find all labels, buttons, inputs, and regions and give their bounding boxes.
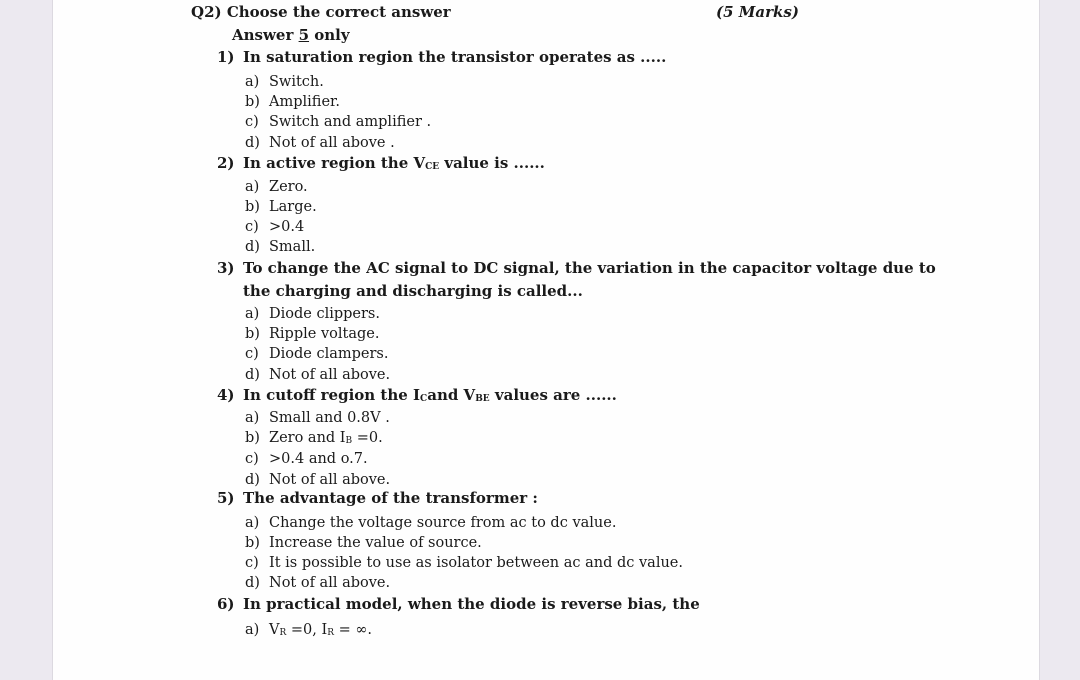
question-4-number: 4) bbox=[217, 386, 235, 404]
option-letter: d) bbox=[245, 472, 260, 488]
option-letter: d) bbox=[245, 135, 260, 151]
option-text: Diode clampers. bbox=[269, 346, 389, 362]
question-2-text: In active region the VCE value is ...... bbox=[243, 154, 545, 172]
option-letter: c) bbox=[245, 114, 259, 130]
option-text: Amplifier. bbox=[269, 94, 340, 110]
question-heading: Q2) Choose the correct answer bbox=[191, 3, 451, 21]
option-letter: d) bbox=[245, 367, 260, 383]
option-text: >0.4 and o.7. bbox=[269, 451, 368, 467]
option-text: Increase the value of source. bbox=[269, 535, 482, 551]
option-letter: a) bbox=[245, 622, 260, 638]
option-text: Large. bbox=[269, 199, 317, 215]
option-letter: b) bbox=[245, 430, 260, 446]
option-text: Ripple voltage. bbox=[269, 326, 380, 342]
question-4-text: In cutoff region the ICand VBE values are ...... bbox=[243, 386, 617, 404]
option-text: Not of all above. bbox=[269, 575, 391, 591]
option-letter: b) bbox=[245, 326, 260, 342]
option-text: Zero. bbox=[269, 179, 308, 195]
option-text: Switch and amplifier . bbox=[269, 114, 432, 130]
document-page bbox=[52, 0, 1040, 680]
question-6-number: 6) bbox=[217, 595, 235, 613]
question-3-text-line2: the charging and discharging is called... bbox=[243, 282, 583, 300]
option-letter: b) bbox=[245, 535, 260, 551]
option-text: Not of all above. bbox=[269, 367, 391, 383]
option-letter: b) bbox=[245, 94, 260, 110]
question-6-text: In practical model, when the diode is reverse bias, the bbox=[243, 595, 700, 613]
question-3-number: 3) bbox=[217, 259, 235, 277]
option-letter: b) bbox=[245, 199, 260, 215]
question-5-number: 5) bbox=[217, 489, 235, 507]
option-text: Zero and IB =0. bbox=[269, 430, 383, 446]
option-letter: c) bbox=[245, 346, 259, 362]
option-letter: d) bbox=[245, 575, 260, 591]
question-2-number: 2) bbox=[217, 154, 235, 172]
option-text: Small and 0.8V . bbox=[269, 410, 390, 426]
option-letter: a) bbox=[245, 410, 260, 426]
option-letter: c) bbox=[245, 219, 259, 235]
option-letter: a) bbox=[245, 515, 260, 531]
answer-instruction: Answer 5 only bbox=[232, 26, 350, 44]
option-text: Diode clippers. bbox=[269, 306, 380, 322]
option-text: It is possible to use as isolator between ac and dc value. bbox=[269, 555, 683, 571]
option-text: Not of all above . bbox=[269, 135, 395, 151]
question-1-number: 1) bbox=[217, 48, 235, 66]
option-letter: a) bbox=[245, 179, 260, 195]
option-letter: a) bbox=[245, 306, 260, 322]
option-text: VR =0, IR = ∞. bbox=[269, 622, 373, 638]
option-text: Small. bbox=[269, 239, 316, 255]
question-3-text-line1: To change the AC signal to DC signal, the variation in the capacitor voltage due to bbox=[243, 259, 936, 277]
question-5-text: The advantage of the transformer : bbox=[243, 489, 538, 507]
marks-label: (5 Marks) bbox=[716, 3, 799, 21]
option-letter: d) bbox=[245, 239, 260, 255]
option-text: Not of all above. bbox=[269, 472, 391, 488]
option-letter: c) bbox=[245, 555, 259, 571]
option-letter: c) bbox=[245, 451, 259, 467]
question-1-text: In saturation region the transistor operates as ..... bbox=[243, 48, 667, 66]
option-letter: a) bbox=[245, 74, 260, 90]
option-text: >0.4 bbox=[269, 219, 305, 235]
option-text: Switch. bbox=[269, 74, 324, 90]
option-text: Change the voltage source from ac to dc value. bbox=[269, 515, 617, 531]
